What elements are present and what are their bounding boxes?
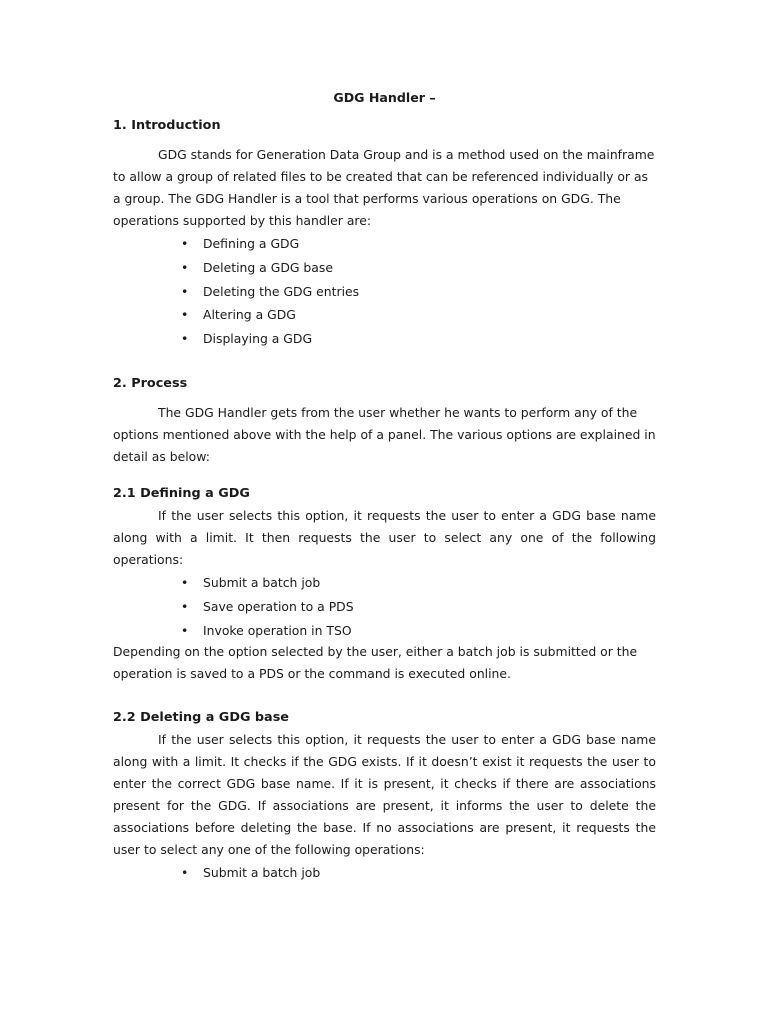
list-item-label: Submit a batch job <box>203 575 321 590</box>
list-item-label: Save operation to a PDS <box>203 598 354 614</box>
list-item <box>113 595 656 619</box>
list-item <box>113 256 656 280</box>
list-item <box>113 327 656 351</box>
section-paragraph: If the user selects this option, it requests the user to enter a GDG base name along with a limit. It checks if the GDG exists. If it doesn’t exist it requests the user to enter the correct GDG base name. If it is present, it checks if there are associations present for the GDG. If associations are present, it informs the user to delete the associations before deleting the base. If no associations are present, it requests the user to select any one of the following operations: <box>113 732 656 857</box>
bullet-icon: • <box>181 236 189 251</box>
process-body <box>113 402 656 468</box>
bullet-icon: • <box>181 598 189 614</box>
bullet-icon: • <box>181 283 189 299</box>
bullet-icon: • <box>181 575 189 590</box>
list-item-label: Invoke operation in TSO <box>203 622 352 638</box>
bullet-list <box>113 232 656 351</box>
bullet-list <box>113 861 656 885</box>
list-item <box>113 232 656 256</box>
section-defining-gdg <box>113 483 656 505</box>
section-paragraph: If the user selects this option, it requests the user to enter a GDG base name along with a limit. It then requests the user to select any one of the following operations: <box>113 508 656 567</box>
list-item-label: Submit a batch job <box>203 865 321 880</box>
section-paragraph: The GDG Handler gets from the user whether he wants to perform any of the options mentioned above with the help of a panel. The various options are explained in detail as below: <box>113 405 656 464</box>
section-deleting-gdg-base <box>113 707 656 729</box>
bullet-list <box>113 571 656 642</box>
introduction-body <box>113 144 656 232</box>
list-item-label: Displaying a GDG <box>203 331 313 347</box>
bullet-icon: • <box>181 865 189 880</box>
defining-gdg-list <box>113 571 656 642</box>
bullet-icon: • <box>181 307 189 323</box>
bullet-icon: • <box>181 622 189 638</box>
list-item-label: Defining a GDG <box>203 236 300 251</box>
deleting-gdg-base-body <box>113 729 656 861</box>
introduction-list <box>113 232 656 351</box>
section-paragraph: GDG stands for Generation Data Group and is a method used on the mainframe to allow a group of related files to be created that can be referenced individually or as a group. The GDG Handler is a tool that performs various operations on GDG. The operations supported by this handler are: <box>113 147 655 228</box>
section-heading: 2.2 Deleting a GDG base <box>113 710 289 725</box>
section-process <box>113 373 656 395</box>
list-item <box>113 861 656 885</box>
list-item-label: Deleting a GDG base <box>203 259 333 275</box>
section-heading: 2. Process <box>113 376 188 391</box>
deleting-gdg-base-list <box>113 861 656 885</box>
bullet-icon: • <box>181 259 189 275</box>
list-item-label: Altering a GDG <box>203 307 296 323</box>
list-item <box>113 571 656 595</box>
list-item <box>113 303 656 327</box>
document-title: GDG Handler – <box>333 90 436 105</box>
bullet-icon: • <box>181 331 189 347</box>
list-item <box>113 619 656 643</box>
section-paragraph: Depending on the option selected by the user, either a batch job is submitted or the operation is saved to a PDS or the command is executed online. <box>113 644 638 681</box>
section-heading: 1. Introduction <box>113 118 221 133</box>
section-introduction <box>113 115 656 137</box>
defining-gdg-after <box>113 641 656 685</box>
list-item <box>113 280 656 304</box>
list-item-label: Deleting the GDG entries <box>203 283 360 299</box>
defining-gdg-body <box>113 505 656 571</box>
section-heading: 2.1 Defining a GDG <box>113 486 250 501</box>
